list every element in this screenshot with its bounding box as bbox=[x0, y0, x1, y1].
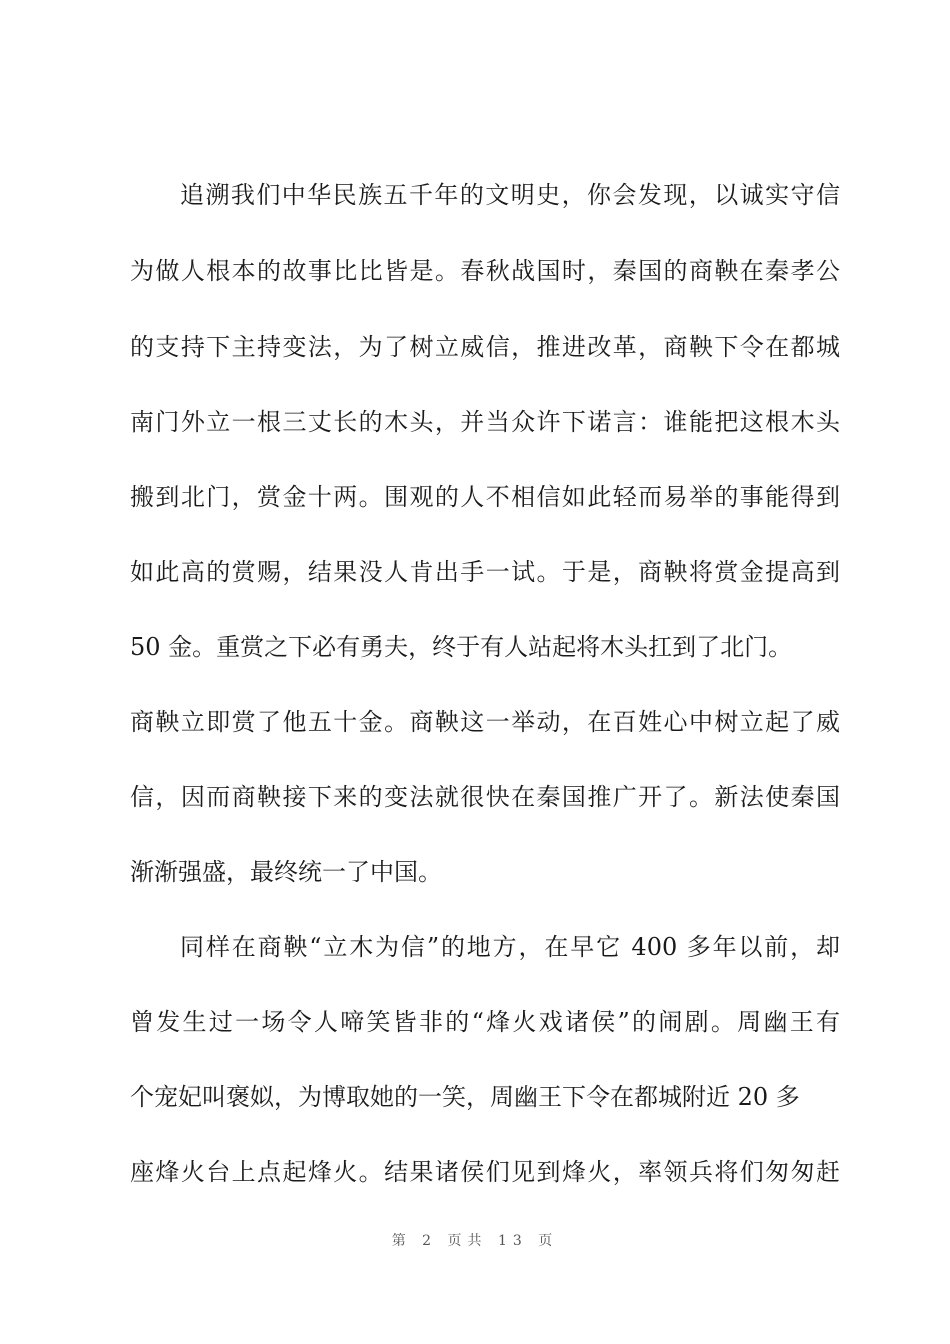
paragraph-1-line-1: 追溯我们中华民族五千年的文明史，你会发现，以诚实守信 bbox=[180, 181, 840, 209]
paragraph-2-line-1: 同样在商鞅“立木为信”的地方，在早它 400 多年以前，却 bbox=[180, 933, 840, 961]
paragraph-1-line-8: 商鞅立即赏了他五十金。商鞅这一举动，在百姓心中树立起了威 bbox=[130, 708, 840, 736]
page-footer: 第 2 页共 13 页 bbox=[391, 1233, 559, 1249]
paragraph-1-line-3: 的支持下主持变法，为了树立威信，推进改革，商鞅下令在都城 bbox=[130, 333, 840, 361]
paragraph-2-line-2: 曾发生过一场令人啼笑皆非的“烽火戏诸侯”的闹剧。周幽王有 bbox=[130, 1008, 840, 1036]
paragraph-1-line-10: 渐渐强盛，最终统一了中国。 bbox=[130, 858, 442, 886]
paragraph-2-line-3: 个宠妃叫褒姒，为博取她的一笑，周幽王下令在都城附近 20 多 bbox=[130, 1083, 800, 1111]
paragraph-1-line-2: 为做人根本的故事比比皆是。春秋战国时，秦国的商鞅在秦孝公 bbox=[130, 257, 840, 285]
paragraph-1-line-9: 信，因而商鞅接下来的变法就很快在秦国推广开了。新法使秦国 bbox=[130, 783, 840, 811]
paragraph-1-line-5: 搬到北门，赏金十两。围观的人不相信如此轻而易举的事能得到 bbox=[130, 483, 840, 511]
paragraph-1-line-4: 南门外立一根三丈长的木头，并当众许下诺言：谁能把这根木头 bbox=[130, 408, 840, 436]
paragraph-1-line-7: 50 金。重赏之下必有勇夫，终于有人站起将木头扛到了北门。 bbox=[130, 633, 793, 661]
paragraph-2-line-4: 座烽火台上点起烽火。结果诸侯们见到烽火，率领兵将们匆匆赶 bbox=[130, 1158, 840, 1186]
paragraph-1-line-6: 如此高的赏赐，结果没人肯出手一试。于是，商鞅将赏金提高到 bbox=[130, 558, 840, 586]
